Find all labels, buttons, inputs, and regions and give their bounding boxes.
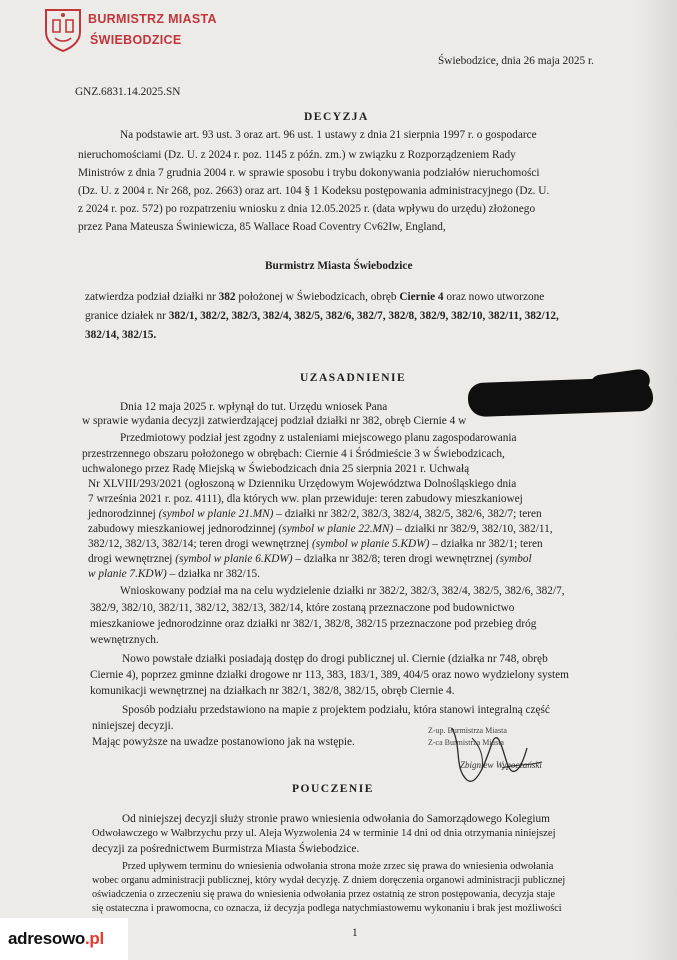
intro-line: z 2024 r. poz. 572) po rozpatrzeniu wniosku z dnia 12.05.2025 r. (data wpływu do urzędu) złożonego xyxy=(78,203,536,215)
instruction-line: się ostateczna i prawomocna, co oznacza, iż decyzja podlega natychmiastowemu wykonaniu i brak jest możliwości xyxy=(92,903,562,914)
justification-line: wewnętrznych. xyxy=(90,634,159,646)
instruction-line: Odwoławczego w Wałbrzychu przy ul. Aleja Wyzwolenia 24 w terminie 14 dni od dnia otrzymania niniejszej xyxy=(92,828,556,839)
instruction-line: wobec organu administracji publicznej, który wydał decyzję. Z dniem doręczenia organowi administracji publicznej xyxy=(92,875,566,886)
signature-line2: Z-ca Burmistrza Miasta xyxy=(428,738,504,747)
page-shadow xyxy=(637,0,677,960)
place-date: Świebodzice, dnia 26 maja 2025 r. xyxy=(438,55,594,67)
decision-line: granice działek nr 382/1, 382/2, 382/3, 382/4, 382/5, 382/6, 382/7, 382/8, 382/9, 382/10, 382/11, 382/12, xyxy=(85,310,559,322)
intro-line: (Dz. U. z 2004 r. Nr 268, poz. 2663) oraz art. 104 § 1 Kodeksu postępowania administracyjnego (Dz. U. xyxy=(78,185,550,197)
justification-line: uchwalonego przez Radę Miejską w Świebodzicach dnia 25 sierpnia 2021 r. Uchwałą xyxy=(82,463,470,475)
intro-line: nieruchomościami (Dz. U. z 2024 r. poz. 1145 z późn. zm.) w związku z Rozporządzeniem Rady xyxy=(78,149,516,161)
justification-line: Mając powyższe na uwadze postanowiono jak na wstępie. xyxy=(92,736,355,748)
instruction-line: decyzji za pośrednictwem Burmistrza Miasta Świebodzice. xyxy=(92,843,360,855)
justification-line: zabudowy mieszkaniowej jednorodzinnej (symbol w planie 22.MN) – działki nr 382/9, 382/10, 382/11, xyxy=(88,523,553,535)
justification-line: mieszkaniowe jednorodzinne oraz działki nr 382/1, 382/8, 382/15 przeznaczone pod przebieg dróg xyxy=(90,618,537,630)
justification-line: 382/12, 382/13, 382/14; teren drogi wewnętrznej (symbol w planie 5.KDW) – działka nr 382/1; teren xyxy=(88,538,543,550)
justification-line: Przedmiotowy podział jest zgodny z ustaleniami miejscowego planu zagospodarowania xyxy=(120,432,517,444)
city-crest-icon xyxy=(43,6,83,52)
intro-line: przez Pana Mateusza Świniewicza, 85 Wallace Road Coventry Cv62Iw, England, xyxy=(78,221,446,233)
intro-line: Na podstawie art. 93 ust. 3 oraz art. 96 ust. 1 ustawy z dnia 21 sierpnia 1997 r. o gospodarce xyxy=(120,129,537,141)
justification-line: Sposób podziału przedstawiono na mapie z projektem podziału, która stanowi integralną część xyxy=(122,704,550,716)
instruction-line: oświadczenia o zrzeczeniu się prawa do wniesienia odwołania przez ostatnią ze stron postępowania, decyzja staje xyxy=(92,889,556,900)
case-number: GNZ.6831.14.2025.SN xyxy=(75,86,181,98)
instruction-title: POUCZENIE xyxy=(292,783,374,795)
signature-line3: Zbigniew Wypoczański xyxy=(460,760,542,770)
justification-title: UZASADNIENIE xyxy=(300,372,407,384)
justification-line: niniejszej decyzji. xyxy=(92,720,174,732)
signature-line1: Z-up. Burmistrza Miasta xyxy=(428,726,507,735)
justification-line: w planie 7.KDW) – działka nr 382/15. xyxy=(88,568,260,580)
justification-line: w sprawie wydania decyzji zatwierdzającej podział działki nr 382, obręb Ciernie 4 w xyxy=(82,415,467,427)
decision-line: 382/14, 382/15. xyxy=(85,329,157,341)
instruction-line: Od niniejszej decyzji służy stronie prawo wniesienia odwołania do Samorządowego Kolegium xyxy=(122,813,550,825)
justification-line: komunikacji wewnętrznej na działkach nr 382/1, 382/8, 382/15, obręb Ciernie 4. xyxy=(90,685,455,697)
justification-line: Nr XLVIII/293/2021 (ogłoszoną w Dzienniku Urzędowym Województwa Dolnośląskiego dnia xyxy=(88,478,517,490)
justification-line: Ciernie 4), poprzez gminne działki drogowe nr 113, 383, 183/1, 389, 404/5 oraz nowo wydzielony system xyxy=(90,669,569,681)
office-header-line2: ŚWIEBODZICE xyxy=(90,33,182,47)
page-number: 1 xyxy=(352,927,358,939)
justification-line: Dnia 12 maja 2025 r. wpłynął do tut. Urzędu wniosek Pana xyxy=(120,401,388,413)
justification-line: 382/9, 382/10, 382/11, 382/12, 382/13, 382/14, które zostaną przeznaczone pod budownictwo xyxy=(90,602,515,614)
justification-line: Wnioskowany podział ma na celu wydzielenie działki nr 382/2, 382/3, 382/4, 382/5, 382/6, 382/7, xyxy=(120,585,565,597)
justification-line: przestrzennego obszaru położonego w obrębach: Ciernie 4 i Śródmieście 3 w Świebodzicach, xyxy=(82,448,505,460)
watermark-logo: adresowo.pl xyxy=(8,929,104,948)
justification-line: Nowo powstałe działki posiadają dostęp do drogi publicznej ul. Ciernie (działka nr 748, obręb xyxy=(122,653,548,665)
justification-line: drogi wewnętrznej (symbol w planie 6.KDW) – działka nr 382/8; teren drogi wewnętrznej (symbol xyxy=(88,553,532,565)
office-header-line1: BURMISTRZ MIASTA xyxy=(88,12,217,26)
justification-line: 7 września 2021 r. poz. 4111), dla których ww. plan przewiduje: teren zabudowy mieszkaniowej xyxy=(88,493,523,505)
document-title: DECYZJA xyxy=(304,111,369,123)
handwritten-signature-icon xyxy=(432,718,552,798)
decision-line: zatwierdza podział działki nr 382 położonej w Świebodzicach, obręb Ciernie 4 oraz nowo utworzone xyxy=(85,291,545,303)
authority-name: Burmistrz Miasta Świebodzice xyxy=(265,260,413,272)
intro-line: Ministrów z dnia 7 grudnia 2004 r. w sprawie sposobu i trybu dokonywania podziałów nieruchomości xyxy=(78,167,540,179)
justification-line: jednorodzinnej (symbol w planie 21.MN) – działki nr 382/2, 382/3, 382/4, 382/5, 382/6, 382/7; teren xyxy=(88,508,542,520)
instruction-line: Przed upływem terminu do wniesienia odwołania strona może zrzec się prawa do wniesienia odwołania xyxy=(122,861,554,872)
